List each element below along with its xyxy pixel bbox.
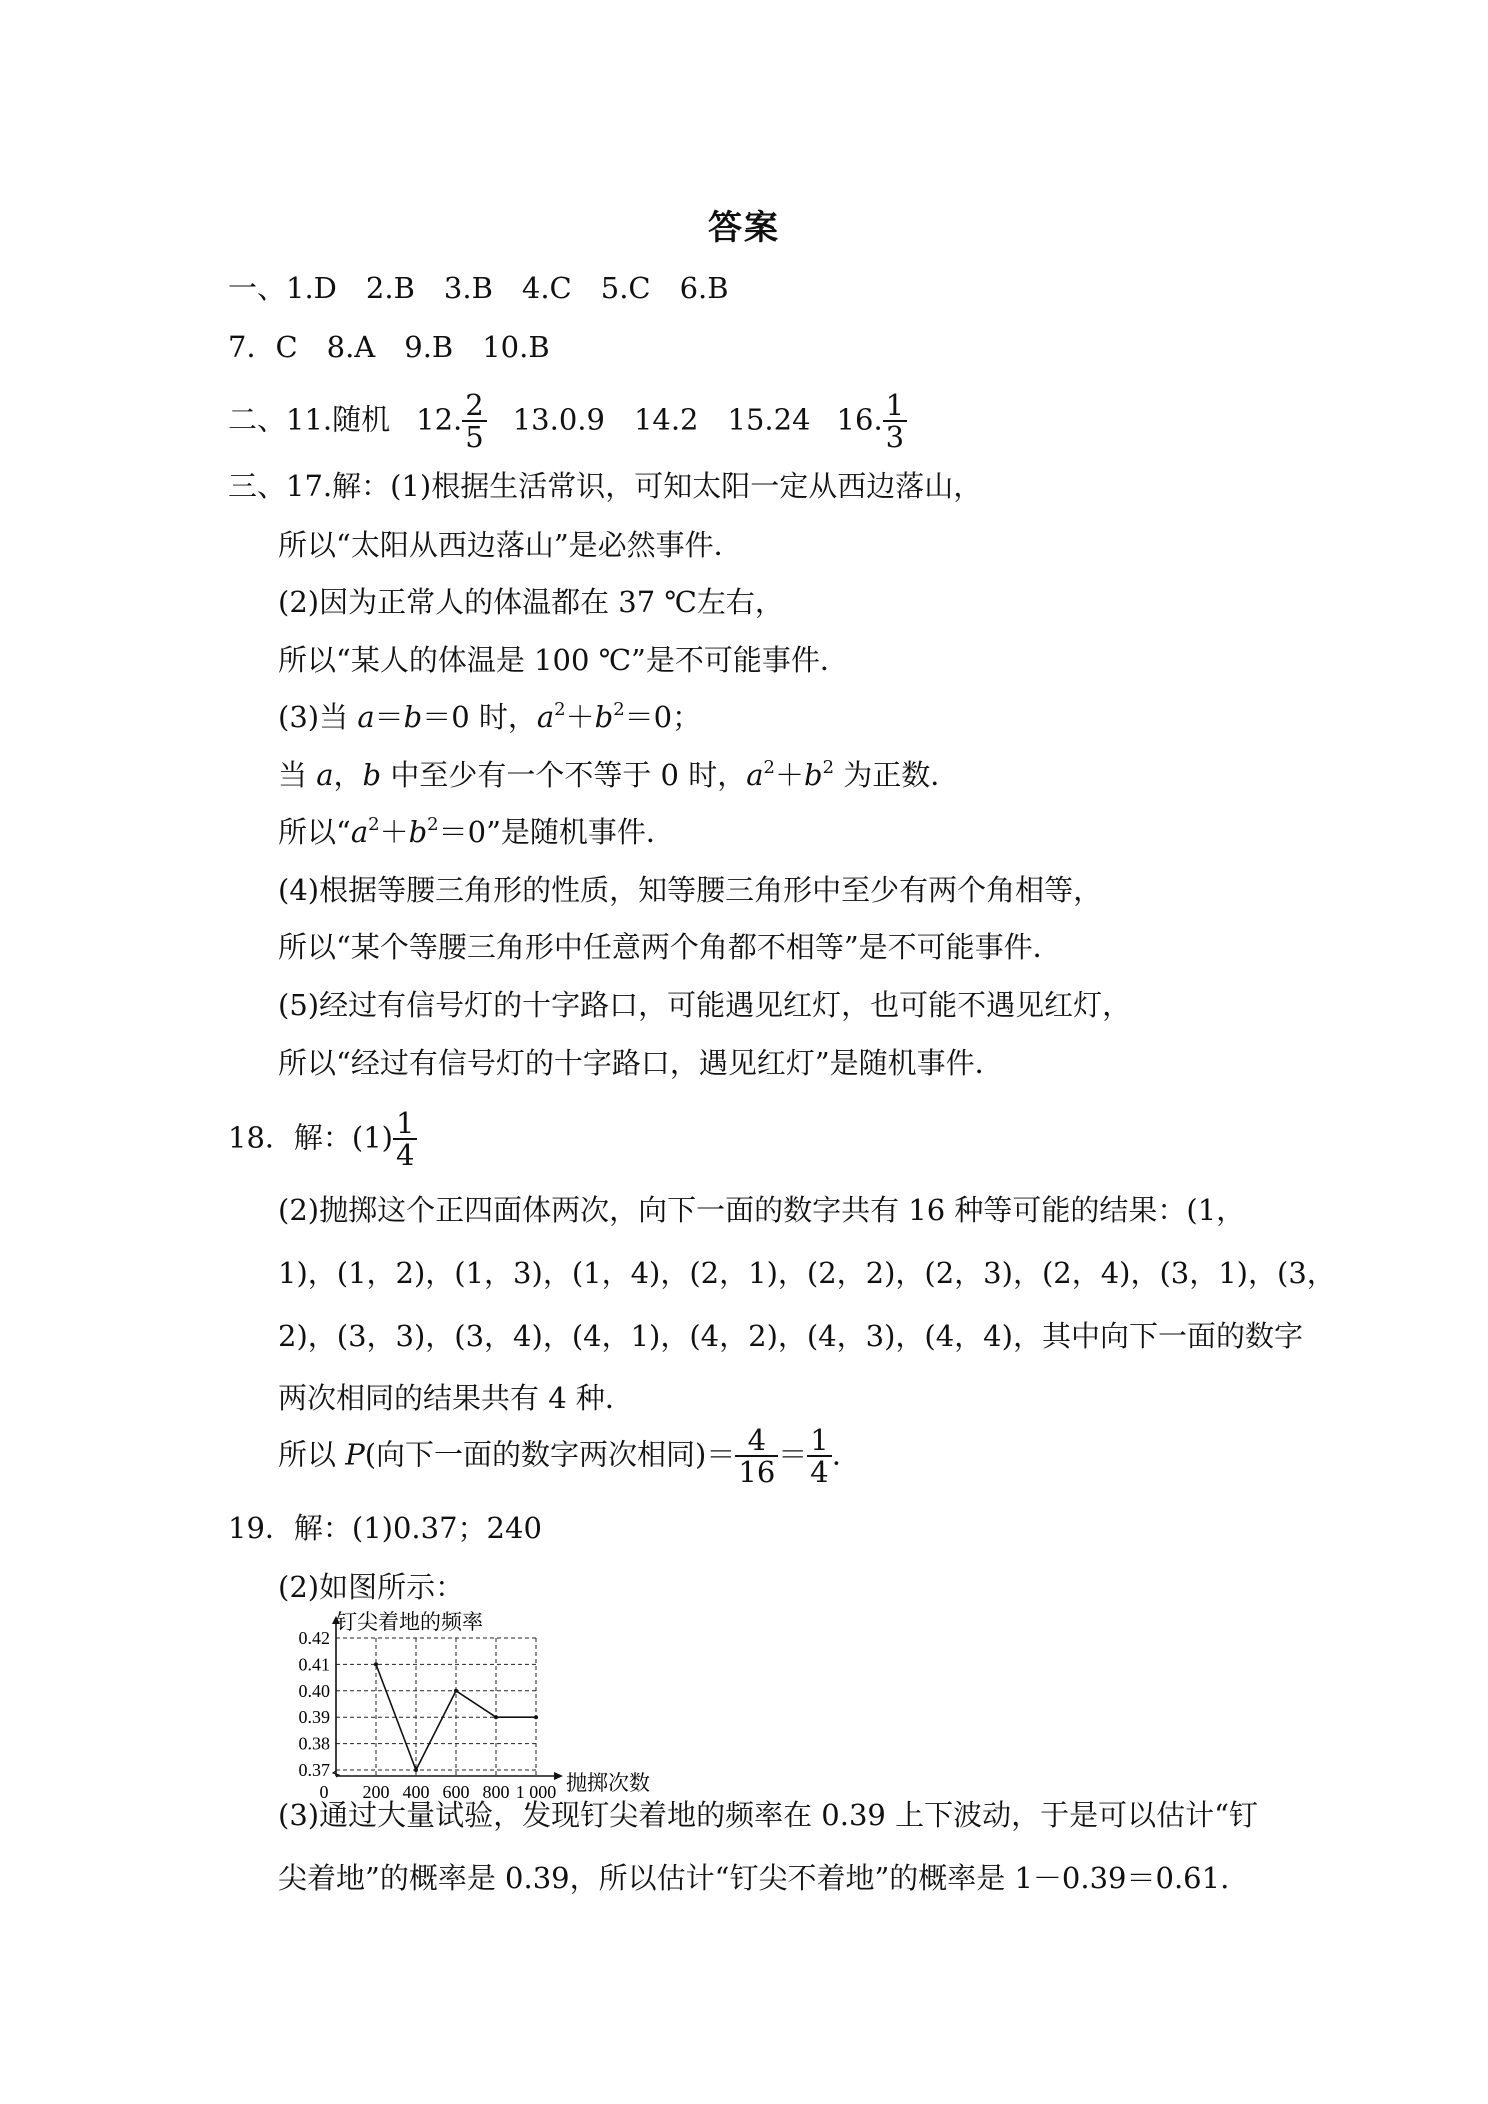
text: ＋ <box>774 758 804 792</box>
text: (3)当 <box>278 700 358 734</box>
q17-line10: (5)经过有信号灯的十字路口，可能遇见红灯，也可能不遇见红灯， <box>278 988 1132 1022</box>
q17-line7 <box>278 812 675 852</box>
data-point <box>374 1662 378 1666</box>
exponent: 2 <box>554 699 566 720</box>
text: (向下一面的数字两次相同)＝ <box>364 1437 736 1472</box>
q17-line5 <box>278 697 701 737</box>
text: 当 <box>278 758 317 792</box>
q17-line6 <box>278 755 959 795</box>
x-tick-label: 200 <box>362 1782 390 1802</box>
y-tick-label: 0.40 <box>298 1680 330 1701</box>
q12-numerator: 2 <box>462 390 486 422</box>
exponent: 2 <box>368 814 380 835</box>
x-tick-label: 600 <box>442 1782 470 1802</box>
var-a: a <box>357 700 375 734</box>
data-point <box>414 1768 418 1772</box>
exponent: 2 <box>763 757 775 778</box>
text: ＝ <box>374 700 404 734</box>
section1-line2: 7．C 8.A 9.B 10.B <box>228 330 550 364</box>
q18-fraction <box>393 1108 417 1171</box>
var-a: a <box>316 758 334 792</box>
var-b: b <box>594 700 614 734</box>
x-tick-label: 800 <box>482 1782 510 1802</box>
q19-line4: 尖着地”的概率是 0.39，所以估计“钉尖不着地”的概率是 1－0.39＝0.61. <box>278 1861 1230 1895</box>
q17-line4: 所以“某人的体温是 100 ℃”是不可能事件． <box>278 643 849 677</box>
text: ＝0”是随机事件． <box>438 815 675 849</box>
section2-line <box>228 390 907 453</box>
var-b: b <box>408 815 428 849</box>
q17-line8: (4)根据等腰三角形的性质，知等腰三角形中至少有两个角相等， <box>278 873 1103 907</box>
exponent: 2 <box>427 814 439 835</box>
q16-fraction <box>883 390 907 453</box>
q17-line9: 所以“某个等腰三角形中任意两个角都不相等”是不可能事件． <box>278 930 1062 964</box>
x-tick-label: 1 000 <box>515 1782 557 1802</box>
q19-line1: 19．解：(1)0.37；240 <box>228 1511 542 1545</box>
y-tick-label: 0.38 <box>298 1733 330 1754</box>
data-point <box>454 1689 458 1693</box>
q17-line11: 所以“经过有信号灯的十字路口，遇见红灯”是随机事件． <box>278 1046 1004 1080</box>
section2-middle: 13.0.9 14.2 15.24 <box>512 402 811 437</box>
var-a: a <box>536 700 555 734</box>
chart-axes <box>332 1616 563 1780</box>
text: 所以“ <box>278 815 351 849</box>
text: 为正数． <box>834 758 960 792</box>
var-b: b <box>403 700 423 734</box>
q17-line1: 三、17.解：(1)根据生活常识，可知太阳一定从西边落山， <box>228 469 983 503</box>
q12-denominator: 5 <box>465 420 484 455</box>
frequency-line-chart <box>282 1610 682 1810</box>
q16-denominator: 3 <box>885 420 905 455</box>
section2-prefix: 二、11.随机 <box>228 402 391 437</box>
data-point <box>494 1715 498 1719</box>
q18-line6 <box>278 1425 841 1488</box>
text: 18．解：(1) <box>228 1120 393 1155</box>
section1-line1: 一、1.D 2.B 3.B 4.C 5.C 6.B <box>228 271 729 305</box>
q16-numerator: 1 <box>883 390 907 422</box>
denominator: 4 <box>810 1455 829 1490</box>
chart-ylabel: 钉尖着地的频率 <box>336 1610 483 1634</box>
text: ＝0； <box>624 700 702 734</box>
var-a: a <box>350 815 369 849</box>
q16-label: 16. <box>836 402 883 437</box>
text: ＋ <box>565 700 595 734</box>
text: 中至少有一个不等于 0 时， <box>381 758 747 792</box>
data-point <box>534 1715 538 1719</box>
q19-line3: (3)通过大量试验，发现钉尖着地的频率在 0.39 上下波动，于是可以估计“钉 <box>278 1798 1258 1832</box>
x-tick-label: 400 <box>402 1782 430 1802</box>
fraction-4-16 <box>735 1425 778 1488</box>
text: ＝0 时， <box>422 700 537 734</box>
y-tick-label: 0.37 <box>298 1760 330 1780</box>
numerator: 1 <box>807 1425 831 1457</box>
denominator: 16 <box>738 1455 776 1490</box>
q17-line3: (2)因为正常人的体温都在 37 ℃左右， <box>278 585 784 619</box>
text: ＋ <box>379 815 409 849</box>
q18-line1 <box>228 1108 417 1171</box>
q19-line2: (2)如图所示： <box>278 1570 465 1604</box>
y-tick-label: 0.39 <box>298 1707 330 1728</box>
numerator: 1 <box>393 1108 417 1140</box>
chart-origin: 0 <box>319 1782 329 1802</box>
denominator: 4 <box>395 1138 415 1173</box>
q18-line2: (2)抛掷这个正四面体两次，向下一面的数字共有 16 种等可能的结果：(1， <box>278 1193 1246 1227</box>
q18-line3: 1)，(1，2)，(1，3)，(1，4)，(2，1)，(2，2)，(2，3)，(2，4)，(3，1)，(3， <box>278 1256 1336 1290</box>
exponent: 2 <box>822 757 835 778</box>
q12-label: 12. <box>416 402 463 437</box>
text: 所以 <box>278 1437 346 1472</box>
y-tick-label: 0.41 <box>298 1654 330 1675</box>
text: . <box>831 1437 841 1472</box>
q12-fraction <box>462 390 486 453</box>
var-b: b <box>362 758 382 792</box>
exponent: 2 <box>613 699 625 720</box>
y-tick-label: 0.42 <box>298 1628 330 1648</box>
text: ＝ <box>778 1437 808 1472</box>
var-a: a <box>746 758 764 792</box>
var-p: P <box>345 1437 365 1472</box>
q17-line2: 所以“太阳从西边落山”是必然事件． <box>278 528 743 562</box>
q18-line5: 两次相同的结果共有 4 种． <box>278 1381 634 1415</box>
page-title: 答案 <box>708 208 780 248</box>
text: ， <box>333 758 363 792</box>
q18-line4: 2)，(3，3)，(3，4)，(4，1)，(4，2)，(4，3)，(4，4)，其中向下一面的数字 <box>278 1319 1303 1353</box>
fraction-1-4 <box>807 1425 831 1488</box>
var-b: b <box>803 758 823 792</box>
chart-grid <box>336 1638 536 1776</box>
chart-xlabel: 抛掷次数 <box>566 1771 650 1795</box>
numerator: 4 <box>735 1425 778 1457</box>
x-axis-arrow <box>554 1772 563 1780</box>
